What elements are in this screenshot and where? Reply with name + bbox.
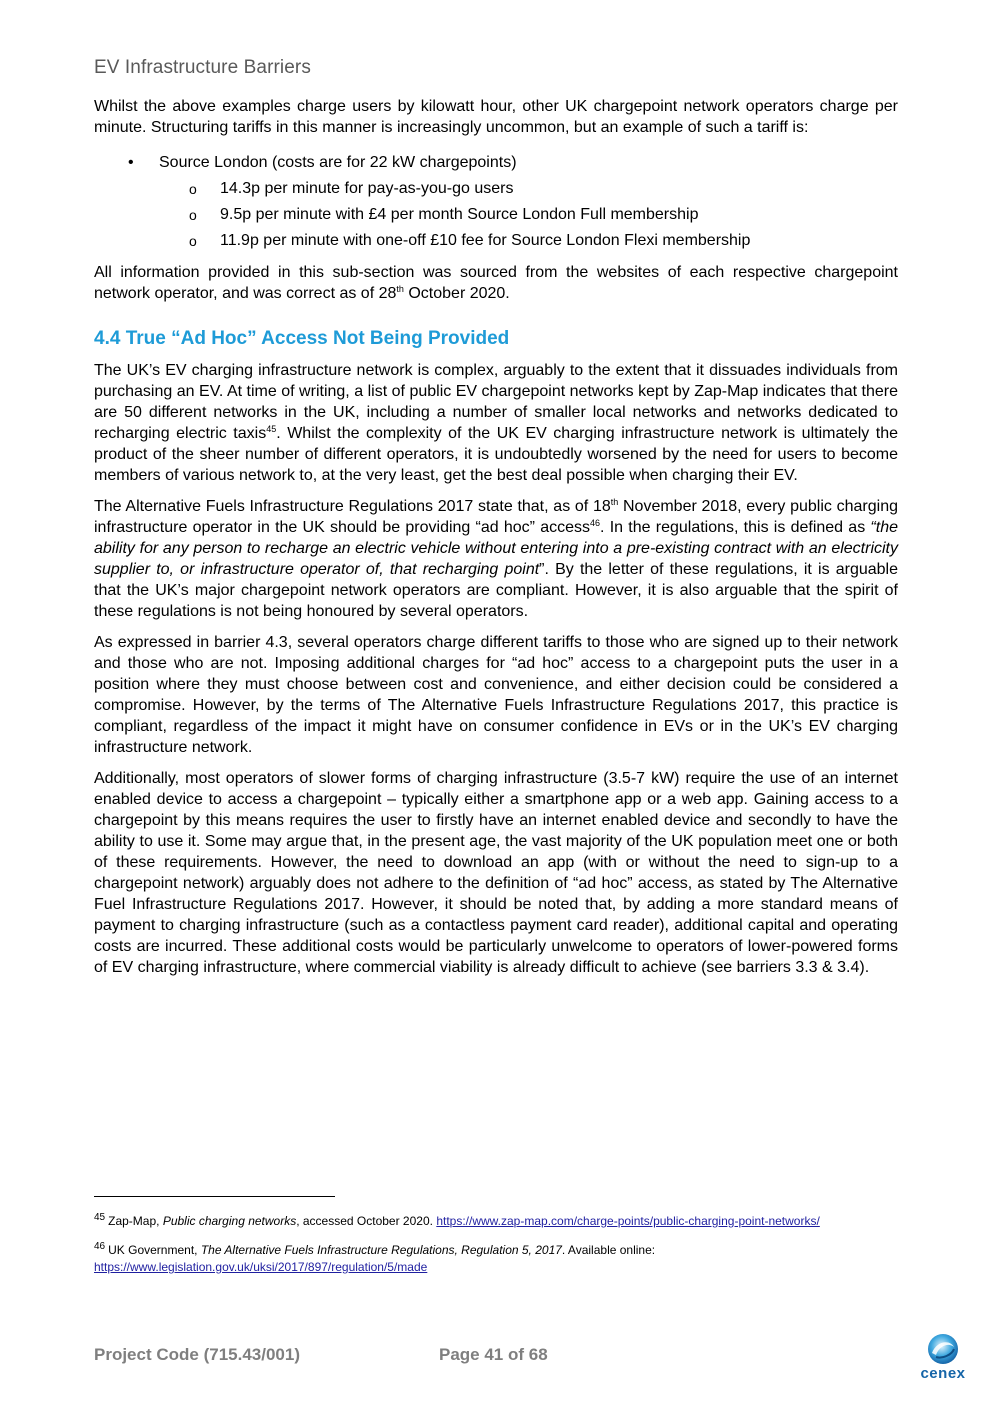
text-run: All information provided in this sub-section was sourced from the websites of each respective chargepoint network operator, and was correct as of 28 (94, 264, 898, 302)
footnote-ref-46[interactable]: 46 (590, 518, 601, 528)
source-note-paragraph (94, 262, 898, 304)
footnote-title: The Alternative Fuels Infrastructure Regulations, Regulation 5, 2017 (200, 1243, 562, 1257)
footnote-45 (94, 1213, 894, 1230)
text-run: . Whilst the complexity of the UK EV charging infrastructure network is ultimately the product of the sheer number of different operators, it is undoubtedly worsened by the need for users to become members of various network to, at the very least, get the best deal possible when charging their EV. (94, 425, 899, 484)
tariff-bullet-label: Source London (costs are for 22 kW chargepoints) (159, 154, 517, 171)
paragraph-4: Additionally, most operators of slower forms of charging infrastructure (3.5-7 kW) require the use of an internet enabled device to access a chargepoint – typically either a smartphone app or a web app. Gaining access to a chargepoint by this means requires the user to firstly have an internet enabled device and secondly to have the ability to use it. Some may argue that, in the present age, the vast majority of the UK population meet one or both of these requirements. However, the need to download an app (with or without the need to sign-up to a chargepoint network) arguably does not adhere to the definition of “ad hoc” access, as stated by The Alternative Fuel Infrastructure Regulations 2017. However, it should be noted that, by adding a more standard means of payment to charging infrastructure (such as a contactless payment card reader), additional capital and operating costs are incurred. These additional costs would be particularly unwelcome to operators of lower-powered forms of EV charging infrastructure, where commercial viability is already difficult to achieve (see barriers 3.3 & 3.4). (94, 770, 898, 976)
text-run: November 2018, every public charging infrastructure operator in the UK should be providing “ad hoc” access (94, 498, 899, 536)
section-heading: 4.4 True “Ad Hoc” Access Not Being Provided (94, 328, 510, 349)
list-item-text: 9.5p per minute with £4 per month Source London Full membership (220, 206, 699, 223)
footnote-number: 46 (94, 1241, 106, 1252)
text-run: October 2020. (403, 285, 510, 302)
footnote-divider (94, 1196, 335, 1197)
bullet-icon: • (128, 154, 134, 171)
footnote-46 (94, 1242, 894, 1276)
list-item-text: 11.9p per minute with one-off £10 fee for Source London Flexi membership (220, 232, 751, 249)
footnote-source: UK Government, (108, 1243, 201, 1257)
footnote-number: 45 (94, 1212, 106, 1223)
text-run: . In the regulations, this is defined as (600, 519, 871, 536)
footnotes (94, 1213, 894, 1288)
regulation-quote: “the ability for any person to recharge an electric vehicle without entering into a pre-existing contract with an electricity supplier to, or infrastructure operator of, that recharging point (94, 519, 898, 578)
superscript: th (610, 497, 619, 507)
circle-bullet-icon: o (189, 233, 197, 249)
running-header: EV Infrastructure Barriers (94, 57, 311, 78)
tariff-sub-list (159, 176, 898, 254)
footnote-link[interactable]: https://www.legislation.gov.uk/uksi/2017/897/regulation/5/made (94, 1260, 428, 1274)
footnote-title: Public charging networks (162, 1214, 297, 1228)
paragraph-3: As expressed in barrier 4.3, several operators charge different tariffs to those who are signed up to their network and those who are not. Imposing additional charges for “ad hoc” access to a chargepoint puts the user in a position where they must choose between cost and convenience, and either decision could be considered a compromise. However, by the terms of The Alternative Fuels Infrastructure Regulations 2017, this practice is compliant, regardless of the impact it might have on consumer confidence in EVs or in the UK’s EV charging infrastructure network. (94, 634, 898, 756)
circle-bullet-icon: o (189, 181, 197, 197)
cenex-swirl-icon (914, 1331, 972, 1367)
circle-bullet-icon: o (189, 207, 197, 223)
project-code: Project Code (715.43/001) (94, 1345, 300, 1364)
list-item (159, 202, 898, 228)
superscript: th (396, 284, 404, 294)
page-body (94, 96, 898, 988)
intro-paragraph: Whilst the above examples charge users by kilowatt hour, other UK chargepoint network operators charge per minute. Structuring tariffs in this manner is increasingly uncommon, but an example of such a tariff is: (94, 98, 898, 136)
footnote-ref-45[interactable]: 45 (266, 424, 277, 434)
paragraph-2 (94, 496, 898, 622)
logo-text: cenex (920, 1365, 966, 1382)
cenex-logo (914, 1331, 972, 1381)
paragraph-1 (94, 360, 898, 486)
tariff-bullet (94, 150, 898, 254)
footnote-detail: , accessed October 2020. (296, 1214, 437, 1228)
footnote-link[interactable]: https://www.zap-map.com/charge-points/public-charging-point-networks/ (436, 1214, 820, 1228)
list-item (159, 228, 898, 254)
footnote-source: Zap-Map, (108, 1214, 163, 1228)
list-item-text: 14.3p per minute for pay-as-you-go users (220, 180, 514, 197)
text-run: The Alternative Fuels Infrastructure Regulations 2017 state that, as of 18 (94, 498, 611, 515)
text-run: The UK’s EV charging infrastructure network is complex, arguably to the extent that it dissuades individuals from purchasing an EV. At time of writing, a list of public EV chargepoint networks kept by Zap-Map indicates that there are 50 different networks in the UK, including a number of smaller local networks and networks dedicated to recharging electric taxis (94, 362, 898, 442)
list-item (159, 176, 898, 202)
page-number: Page 41 of 68 (439, 1345, 548, 1364)
footnote-detail: . Available online: (561, 1243, 656, 1257)
tariff-list (94, 150, 898, 254)
text-run: ”. By the letter of these regulations, it is arguable that the UK’s major chargepoint network operators are compliant. However, it is also arguable that the spirit of these regulations is not being honoured by several operators. (94, 561, 899, 620)
